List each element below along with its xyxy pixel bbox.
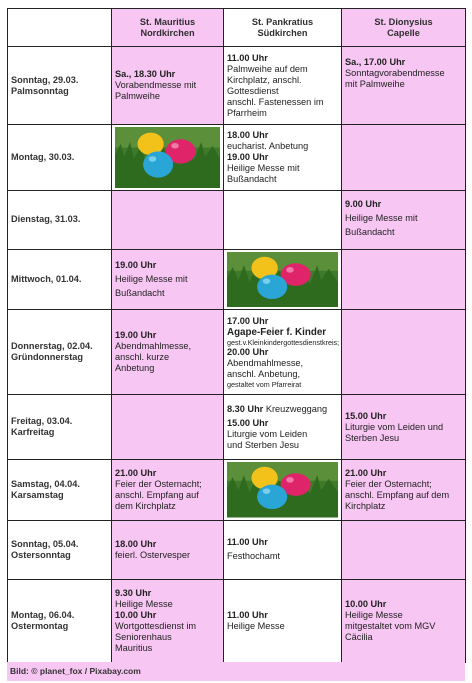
table-row xyxy=(8,125,466,191)
col-header-dionysius: St. Dionysius Capelle xyxy=(342,9,466,47)
easter-eggs-icon xyxy=(115,127,220,188)
event-cell xyxy=(342,520,466,579)
table-row xyxy=(8,460,466,521)
event-cell: 19.00 Uhr Heilige Messe mit Bußandacht xyxy=(112,249,224,310)
header-row xyxy=(8,9,466,47)
day-cell: Montag, 06.04. Ostermontag xyxy=(8,579,112,662)
easter-eggs-icon xyxy=(227,462,338,518)
event-cell xyxy=(112,190,224,249)
day-cell: Montag, 30.03. xyxy=(8,125,112,191)
event-cell: Sa., 18.30 Uhr Vorabendmesse mit Palmweihe xyxy=(112,47,224,125)
table-row xyxy=(8,190,466,249)
event-cell: 8.30 Uhr Kreuzweggang 15.00 Uhr Liturgie vom Leiden und Sterben Jesu xyxy=(224,395,342,460)
day-cell: Dienstag, 31.03. xyxy=(8,190,112,249)
event-cell: 21.00 Uhr Feier der Osternacht; anschl. Empfang auf dem Kirchplatz xyxy=(342,460,466,521)
table-row xyxy=(8,249,466,310)
table-row xyxy=(8,310,466,395)
day-cell: Freitag, 03.04. Karfreitag xyxy=(8,395,112,460)
easter-schedule-table xyxy=(7,8,466,663)
header-empty-cell xyxy=(8,9,112,47)
event-cell: 11.00 Uhr Heilige Messe xyxy=(224,579,342,662)
table-row xyxy=(8,520,466,579)
event-cell: 15.00 Uhr Liturgie vom Leiden und Sterben Jesu xyxy=(342,395,466,460)
event-cell: 17.00 Uhr Agape-Feier f. Kinder gest.v.Kleinkindergottesdienstkreis; 20.00 Uhr Abendmahlmesse, anschl. Anbetung, gestaltet vom Pfarreirat xyxy=(224,310,342,395)
day-cell: Mittwoch, 01.04. xyxy=(8,249,112,310)
table-row xyxy=(8,579,466,662)
day-cell: Sonntag, 29.03. Palmsonntag xyxy=(8,47,112,125)
image-credit: Bild: © planet_fox / Pixabay.com xyxy=(7,662,465,681)
event-cell: 10.00 Uhr Heilige Messe mitgestaltet vom MGV Cäcilia xyxy=(342,579,466,662)
easter-eggs-icon xyxy=(227,252,338,308)
event-cell: Sa., 17.00 Uhr Sonntagvorabendmesse mit Palmweihe xyxy=(342,47,466,125)
col-header-mauritius: St. Mauritius Nordkirchen xyxy=(112,9,224,47)
event-cell: 9.00 Uhr Heilige Messe mit Bußandacht xyxy=(342,190,466,249)
event-cell xyxy=(342,249,466,310)
event-cell: 18.00 Uhr feierl. Ostervesper xyxy=(112,520,224,579)
event-cell: 18.00 Uhr eucharist. Anbetung 19.00 Uhr Heilige Messe mit Bußandacht xyxy=(224,125,342,191)
easter-eggs-image xyxy=(112,125,224,191)
event-cell xyxy=(342,310,466,395)
event-cell xyxy=(224,190,342,249)
event-cell xyxy=(342,125,466,191)
event-cell: 11.00 Uhr Palmweihe auf dem Kirchplatz, anschl. Gottesdienst anschl. Fastenessen im Pfarrheim xyxy=(224,47,342,125)
event-cell xyxy=(112,395,224,460)
day-cell: Samstag, 04.04. Karsamstag xyxy=(8,460,112,521)
col-header-pankratius: St. Pankratius Südkirchen xyxy=(224,9,342,47)
table-row xyxy=(8,47,466,125)
easter-eggs-image xyxy=(224,249,342,310)
table-row xyxy=(8,395,466,460)
day-cell: Sonntag, 05.04. Ostersonntag xyxy=(8,520,112,579)
event-cell: 19.00 Uhr Abendmahlmesse, anschl. kurze Anbetung xyxy=(112,310,224,395)
day-cell: Donnerstag, 02.04. Gründonnerstag xyxy=(8,310,112,395)
event-cell: 9.30 Uhr Heilige Messe 10.00 Uhr Wortgottesdienst im Seniorenhaus Mauritius xyxy=(112,579,224,662)
event-cell: 11.00 Uhr Festhochamt xyxy=(224,520,342,579)
event-cell: 21.00 Uhr Feier der Osternacht; anschl. Empfang auf dem Kirchplatz xyxy=(112,460,224,521)
easter-eggs-image xyxy=(224,460,342,521)
